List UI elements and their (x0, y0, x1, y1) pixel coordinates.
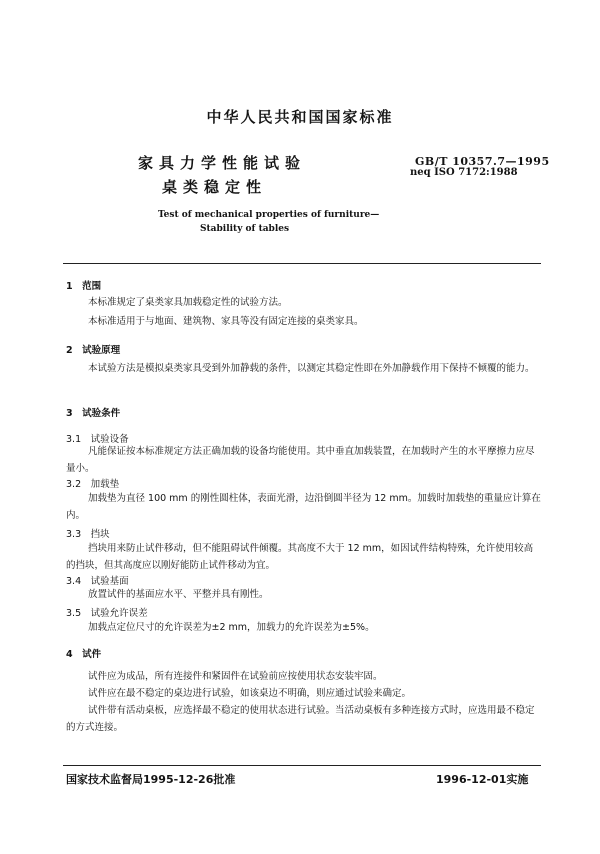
section-3-heading: 3 试验条件 (66, 408, 121, 419)
section-3-5-heading: 3.5 试验允许误差 (66, 608, 148, 619)
section-4-heading: 4 试件 (66, 649, 102, 660)
equivalent-standard: neq ISO 7172:1988 (410, 167, 518, 178)
standard-agency-header: 中华人民共和国国家标准 (206, 108, 394, 126)
approval-date: 国家技术监督局1995-12-26批准 (66, 773, 236, 786)
footer-divider (63, 765, 541, 766)
section-4-para-2: 试件应在最不稳定的桌边进行试验，如该桌边不明确，则应通过试验来确定。 (88, 688, 412, 699)
section-2-heading: 2 试验原理 (66, 345, 121, 356)
section-3-5-para: 加载点定位尺寸的允许误差为±2 mm，加载力的允许误差为±5%。 (88, 622, 375, 633)
section-3-2-para: 加载垫为直径 100 mm 的刚性圆柱体，表面光滑，边沿倒圆半径为 12 mm。加载时加载垫的重量应计算在内。 (66, 493, 541, 521)
section-3-1-heading: 3.1 试验设备 (66, 434, 129, 445)
header-divider (63, 263, 541, 264)
section-3-3-heading: 3.3 挡块 (66, 529, 110, 540)
section-1-heading: 1 范围 (66, 281, 102, 292)
title-line-2: 桌类稳定性 (162, 178, 268, 196)
section-3-1-para: 凡能保证按本标准规定方法正确加载的设备均能使用。其中垂直加载装置，在加载时产生的水平摩擦力应尽量小。 (66, 446, 535, 474)
english-title-line-2: Stability of tables (200, 224, 290, 234)
section-4-para-3: 试件带有活动桌板，应选择最不稳定的使用状态进行试验。当活动桌板有多种连接方式时，应选用最不稳定的方式连接。 (66, 705, 535, 733)
section-2-para-1: 本试验方法是模拟桌类家具受到外加静载的条件，以测定其稳定性即在外加静载作用下保持不倾覆的能力。 (88, 363, 535, 374)
section-1-para-1: 本标准规定了桌类家具加载稳定性的试验方法。 (88, 297, 288, 308)
section-4-para-1: 试件应为成品，所有连接件和紧固件在试验前应按使用状态安装牢固。 (88, 671, 383, 682)
english-title-line-1: Test of mechanical properties of furniture— (158, 210, 380, 220)
section-1-para-2: 本标准适用于与地面、建筑物、家具等没有固定连接的桌类家具。 (88, 316, 364, 327)
standard-number: GB/T 10357.7—1995 (415, 155, 550, 168)
section-3-4-heading: 3.4 试验基面 (66, 576, 129, 587)
section-3-2-heading: 3.2 加载垫 (66, 479, 120, 490)
section-3-4-para: 放置试件的基面应水平、平整并具有刚性。 (88, 589, 269, 600)
section-3-3-para: 挡块用来防止试件移动，但不能阻碍试件倾覆。其高度不大于 12 mm，如因试件结构特殊，允许使用较高的挡块，但其高度应以刚好能防止试件移动为宜。 (66, 543, 534, 571)
implementation-date: 1996-12-01实施 (436, 773, 529, 786)
title-line-1: 家具力学性能试验 (138, 154, 307, 172)
